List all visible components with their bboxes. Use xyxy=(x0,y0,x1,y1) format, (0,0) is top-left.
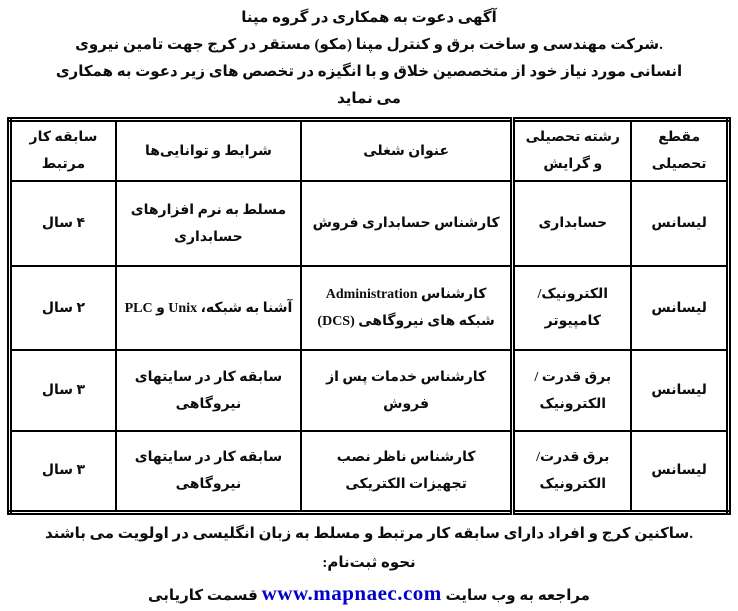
cell-experience: ۳ سال xyxy=(10,431,116,512)
cell-experience: ۴ سال xyxy=(10,181,116,266)
cell-job-title: کارشناس ناظر نصب تجهیزات الکتریکی xyxy=(301,431,513,512)
cell-conditions: سابقه کار در سایتهای نیروگاهی xyxy=(116,431,301,512)
cell-job-title: کارشناس Administration شبکه های نیروگاهی (DCS) xyxy=(301,266,513,350)
registration-heading: نحوه ثبت‌نام: xyxy=(322,554,416,571)
ad-title: آگهی دعوت به همکاری در گروه مپنا xyxy=(241,10,497,26)
registration-instruction xyxy=(0,578,738,611)
cell-conditions: آشنا به شبکه، Unix و PLC xyxy=(116,266,301,350)
cell-field: حسابداری xyxy=(513,181,632,266)
ad-intro-line-2: انسانی مورد نیاز خود از متخصصین خلاق و با انگیزه در تخصص های زیر دعوت به همکاری xyxy=(55,64,683,80)
cell-field: برق قدرت / الکترونیک xyxy=(513,350,632,431)
ad-intro-line-1: .شرکت مهندسی و ساخت برق و کنترل مپنا (مکو) مستقر در کرج جهت تامین نیروی xyxy=(75,37,663,53)
header-degree: مقطع تحصیلی xyxy=(631,120,728,182)
cell-job-title: کارشناس حسابداری فروش xyxy=(301,181,513,266)
priority-note: .ساکنین کرج و افراد دارای سابقه کار مرتبط و مسلط به زبان انگلیسی در اولویت می باشند xyxy=(45,525,693,542)
cell-conditions: سابقه کار در سایتهای نیروگاهی xyxy=(116,350,301,431)
registration-prefix: مراجعه به وب سایت xyxy=(445,587,590,604)
cell-job-title: کارشناس خدمات پس از فروش xyxy=(301,350,513,431)
table-row xyxy=(10,431,729,512)
table-header-row xyxy=(10,120,729,182)
ad-footer xyxy=(0,524,738,611)
table-row xyxy=(10,181,729,266)
cell-degree: لیسانس xyxy=(631,350,728,431)
table-row xyxy=(10,350,729,431)
header-experience: سابقه کار مرتبط xyxy=(10,120,116,182)
header-job-title: عنوان شغلی xyxy=(301,120,513,182)
positions-table xyxy=(7,117,731,515)
website-link[interactable]: www.mapnaec.com xyxy=(261,580,442,605)
cell-experience: ۳ سال xyxy=(10,350,116,431)
cell-degree: لیسانس xyxy=(631,181,728,266)
table-row xyxy=(10,266,729,350)
cell-field: برق قدرت/ الکترونیک xyxy=(513,431,632,512)
registration-suffix: قسمت کاریابی xyxy=(148,587,258,604)
cell-field: الکترونیک/ کامپیوتر xyxy=(513,266,632,350)
cell-experience: ۲ سال xyxy=(10,266,116,350)
header-conditions: شرایط و توانایی‌ها xyxy=(116,120,301,182)
ad-intro-line-3: می نماید xyxy=(337,91,401,107)
ad-header xyxy=(0,5,738,113)
header-field: رشته تحصیلی و گرایش xyxy=(513,120,632,182)
cell-degree: لیسانس xyxy=(631,431,728,512)
cell-degree: لیسانس xyxy=(631,266,728,350)
cell-conditions: مسلط به نرم افزارهای حسابداری xyxy=(116,181,301,266)
